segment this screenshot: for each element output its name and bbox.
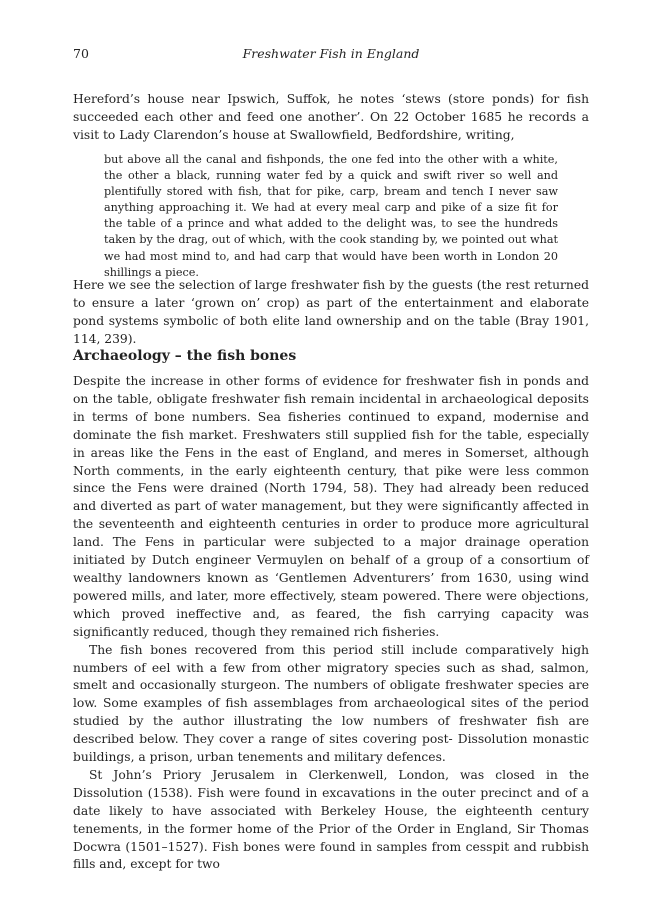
paragraph-fish-bones: The fish bones recovered from this period still include comparatively high numbers of eel with a few from other migratory species such as shad, salmon, smelt and occasionally sturgeon. The numbers of obligate freshwater species are low. Some examples of fish assemblages from archaeological sites of the period studied by the author illustrating the low numbers of freshwater fish are described below. They cover a range of sites covering post- Dissolution monastic buildings, a prison, urban tenements and military defences. xyxy=(73,642,589,765)
section-heading: Archaeology – the fish bones xyxy=(73,348,297,364)
section-body xyxy=(73,373,589,874)
paragraph-evelyn-visit: Hereford’s house near Ipswich, Suffok, he notes ‘stews (store ponds) for fish succeeded each other and feed one another’. On 22 October 1685 he records a visit to Lady Clarendon’s house at Swallowfield, Bedfordshire, writing, xyxy=(73,92,589,142)
running-header xyxy=(73,46,589,64)
paragraph-fens: Despite the increase in other forms of evidence for freshwater fish in ponds and on the table, obligate freshwater fish remain incidental in archaeological deposits in terms of bone numbers. Sea fisheries continued to expand, modernise and dominate the fish market. Freshwaters still supplied fish for the table, especially in areas like the Fens in the east of England, and meres in Somerset, although North comments, in the early eighteenth century, that pike were less common since the Fens were drained (North 1794, 58). They had already been reduced and diverted as part of water management, but they were significantly affected in the seventeenth and eighteenth centuries in order to produce more agricultural land. The Fens in particular were subjected to a major drainage operation initiated by Dutch engineer Vermuylen on behalf of a group of a consortium of wealthy landowners known as ‘Gentlemen Adventurers’ from 1630, using wind powered mills, and later, more effectively, steam powered. There were objections, which proved ineffective and, as feared, the fish carrying capacity was significantly reduced, though they remained rich fisheries. xyxy=(73,374,589,639)
paragraph-selection: Here we see the selection of large freshwater fish by the guests (the rest returned to ensure a later ‘grown on’ crop) as part of the entertainment and elaborate pond systems symbolic of both elite land ownership and on the table (Bray 1901, 114, 239). xyxy=(73,278,589,346)
paragraph-st-johns-priory: St John’s Priory Jerusalem in Clerkenwell, London, was closed in the Dissolution (1538). Fish were found in excavations in the outer precinct and of a date likely to have associated with Berkeley House, the eighteenth century tenements, in the former home of the Prior of the Order in England, Sir Thomas Docwra (1501–1527). Fish bones were found in samples from cesspit and rubbish fills and, except for two xyxy=(73,767,589,872)
page-number: 70 xyxy=(73,46,89,61)
block-quote: but above all the canal and fishponds, the one fed into the other with a white, the other a black, running water fed by a quick and swift river so well and plentifully stored with fish, that for pike, carp, bream and tench I never saw anything approaching it. We had at every meal carp and pike of a size fit for the table of a prince and what added to the delight was, to see the hundreds taken by the drag, out of which, with the cook standing by, we pointed out what we had most mind to, and had carp that would have been worth in London 20 shillings a piece. xyxy=(104,153,558,279)
running-title: Freshwater Fish in England xyxy=(242,46,420,61)
